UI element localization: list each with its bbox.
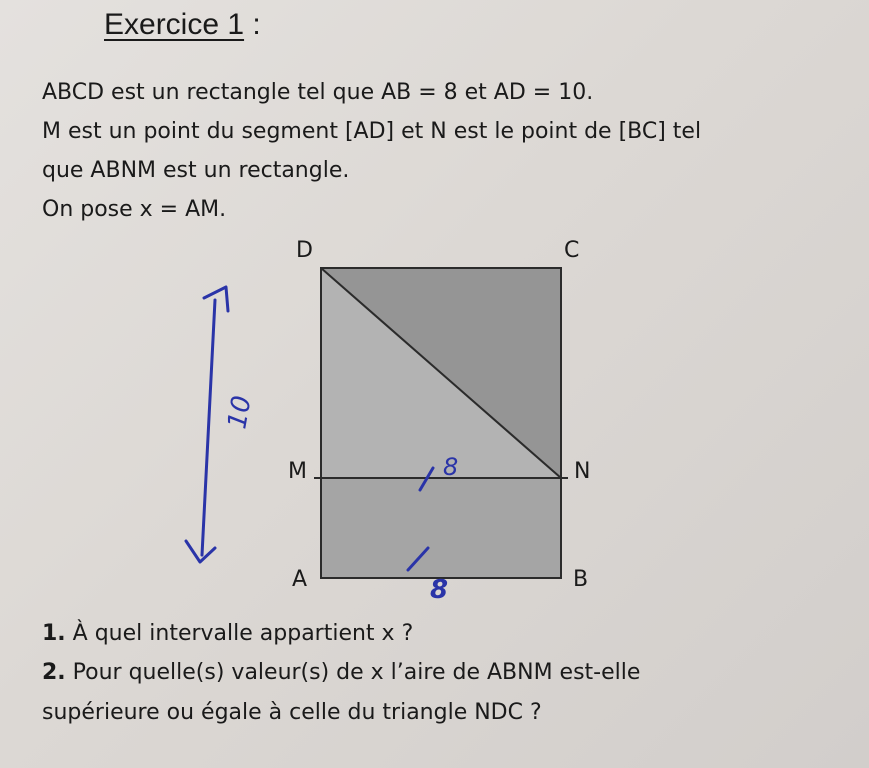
statement-line-4: On pose x = AM. bbox=[42, 197, 227, 222]
label-b: B bbox=[573, 567, 589, 592]
label-c: C bbox=[564, 238, 580, 263]
question-2 bbox=[42, 660, 640, 685]
statement-line-2: M est un point du segment [AD] et N est le point de [BC] tel bbox=[42, 119, 702, 144]
label-a: A bbox=[292, 567, 308, 592]
statement-line-1: ABCD est un rectangle tel que AB = 8 et AD = 10. bbox=[42, 80, 594, 105]
rectangle-abnm bbox=[321, 478, 561, 578]
handwritten-ab-length: 8 bbox=[430, 575, 449, 605]
question-1-text: À quel intervalle appartient x ? bbox=[72, 621, 414, 646]
statement-line-3: que ABNM est un rectangle. bbox=[42, 158, 350, 183]
question-1-number: 1. bbox=[42, 621, 66, 646]
label-d: D bbox=[296, 238, 313, 263]
handwritten-mn-length: 8 bbox=[443, 453, 459, 481]
exercise-title-text: Exercice 1 bbox=[104, 8, 245, 41]
question-2-continued: supérieure ou égale à celle du triangle NDC ? bbox=[42, 700, 542, 725]
question-2-number: 2. bbox=[42, 660, 66, 685]
handwritten-side-length: 10 bbox=[222, 393, 258, 432]
question-2-text: Pour quelle(s) valeur(s) de x l’aire de ABNM est-elle bbox=[72, 660, 641, 685]
question-1 bbox=[42, 621, 413, 646]
label-m: M bbox=[288, 459, 307, 484]
label-n: N bbox=[574, 459, 591, 484]
exercise-title-colon: : bbox=[244, 8, 261, 41]
